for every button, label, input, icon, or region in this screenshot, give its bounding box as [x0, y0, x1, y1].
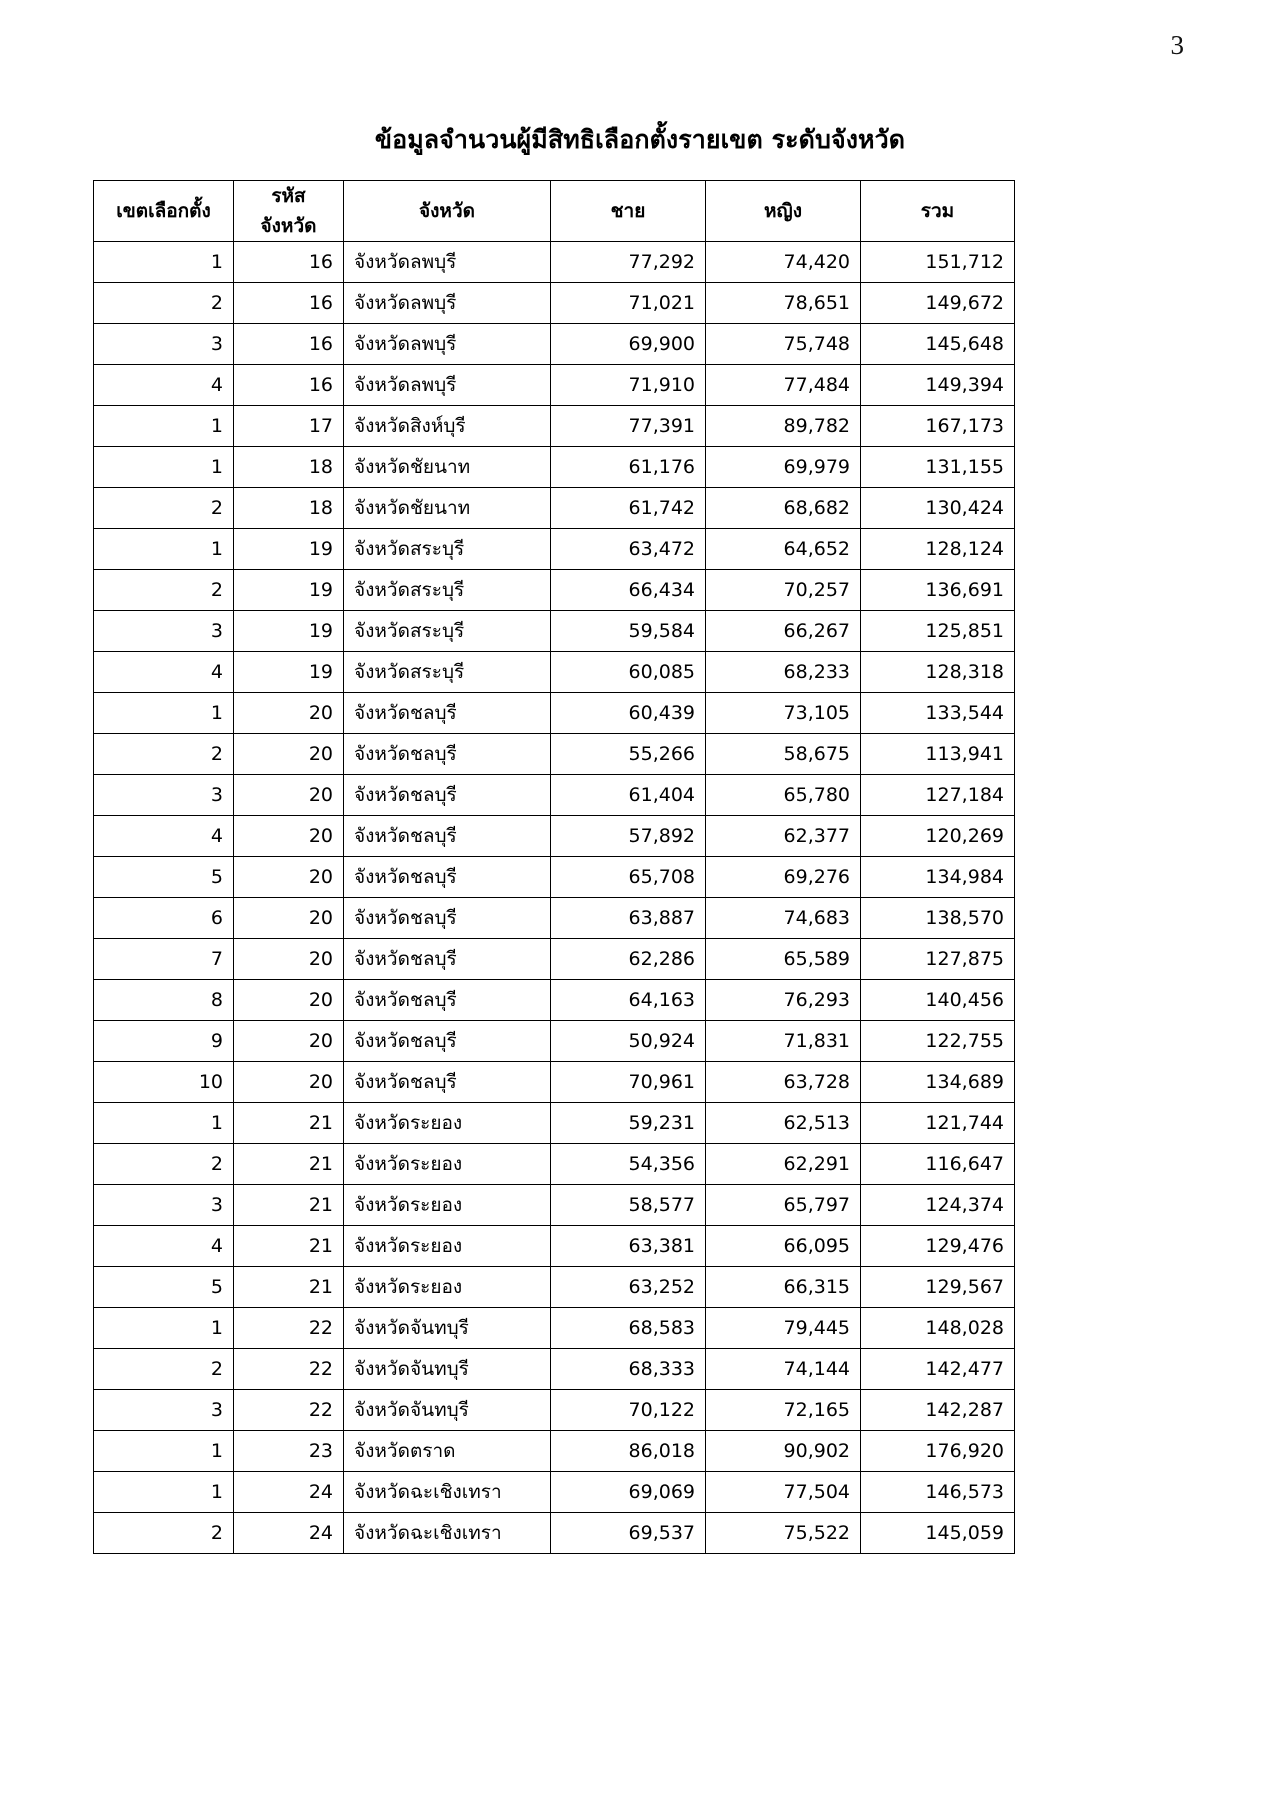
- cell-district: 2: [94, 734, 234, 775]
- cell-female: 78,651: [706, 283, 861, 324]
- cell-female: 89,782: [706, 406, 861, 447]
- table-row: [94, 1062, 1015, 1103]
- cell-district: 1: [94, 529, 234, 570]
- table-row: [94, 365, 1015, 406]
- cell-female: 75,748: [706, 324, 861, 365]
- cell-province: จังหวัดสระบุรี: [344, 529, 551, 570]
- cell-total: 128,124: [861, 529, 1015, 570]
- table-row: [94, 570, 1015, 611]
- cell-female: 66,267: [706, 611, 861, 652]
- table-row: [94, 652, 1015, 693]
- cell-district: 2: [94, 1144, 234, 1185]
- cell-female: 63,728: [706, 1062, 861, 1103]
- cell-male: 61,742: [551, 488, 706, 529]
- cell-province-code: 19: [234, 529, 344, 570]
- cell-total: 134,984: [861, 857, 1015, 898]
- cell-province: จังหวัดชลบุรี: [344, 816, 551, 857]
- table-header-row: [94, 181, 1015, 242]
- cell-district: 10: [94, 1062, 234, 1103]
- table-row: [94, 1308, 1015, 1349]
- cell-district: 5: [94, 1267, 234, 1308]
- cell-district: 4: [94, 652, 234, 693]
- cell-male: 54,356: [551, 1144, 706, 1185]
- cell-province-code: 20: [234, 816, 344, 857]
- cell-female: 66,095: [706, 1226, 861, 1267]
- table-row: [94, 980, 1015, 1021]
- cell-district: 1: [94, 242, 234, 283]
- cell-province: จังหวัดตราด: [344, 1431, 551, 1472]
- cell-district: 9: [94, 1021, 234, 1062]
- cell-total: 129,567: [861, 1267, 1015, 1308]
- cell-province: จังหวัดชลบุรี: [344, 693, 551, 734]
- table-row: [94, 693, 1015, 734]
- cell-female: 77,484: [706, 365, 861, 406]
- cell-total: 142,287: [861, 1390, 1015, 1431]
- cell-province: จังหวัดชัยนาท: [344, 447, 551, 488]
- cell-male: 58,577: [551, 1185, 706, 1226]
- cell-total: 124,374: [861, 1185, 1015, 1226]
- cell-district: 7: [94, 939, 234, 980]
- cell-province-code: 20: [234, 939, 344, 980]
- cell-male: 71,910: [551, 365, 706, 406]
- cell-total: 142,477: [861, 1349, 1015, 1390]
- column-header-province-code: รหัสจังหวัด: [234, 181, 344, 242]
- table-row: [94, 1513, 1015, 1554]
- cell-male: 61,176: [551, 447, 706, 488]
- cell-female: 70,257: [706, 570, 861, 611]
- cell-total: 129,476: [861, 1226, 1015, 1267]
- cell-male: 66,434: [551, 570, 706, 611]
- cell-province-code: 20: [234, 1021, 344, 1062]
- cell-female: 74,683: [706, 898, 861, 939]
- cell-male: 59,584: [551, 611, 706, 652]
- cell-female: 64,652: [706, 529, 861, 570]
- cell-female: 62,377: [706, 816, 861, 857]
- cell-male: 63,381: [551, 1226, 706, 1267]
- table-row: [94, 324, 1015, 365]
- cell-district: 1: [94, 406, 234, 447]
- cell-total: 116,647: [861, 1144, 1015, 1185]
- cell-province: จังหวัดฉะเชิงเทรา: [344, 1472, 551, 1513]
- cell-province: จังหวัดสระบุรี: [344, 652, 551, 693]
- voter-statistics-table: [93, 180, 1015, 1554]
- cell-district: 3: [94, 324, 234, 365]
- cell-male: 65,708: [551, 857, 706, 898]
- table-row: [94, 1390, 1015, 1431]
- cell-province-code: 16: [234, 324, 344, 365]
- cell-province-code: 20: [234, 980, 344, 1021]
- cell-province-code: 21: [234, 1267, 344, 1308]
- cell-total: 149,394: [861, 365, 1015, 406]
- table-row: [94, 1431, 1015, 1472]
- cell-male: 69,069: [551, 1472, 706, 1513]
- cell-district: 2: [94, 1513, 234, 1554]
- cell-male: 55,266: [551, 734, 706, 775]
- cell-male: 70,122: [551, 1390, 706, 1431]
- cell-total: 130,424: [861, 488, 1015, 529]
- table-row: [94, 816, 1015, 857]
- cell-total: 140,456: [861, 980, 1015, 1021]
- cell-total: 131,155: [861, 447, 1015, 488]
- cell-province-code: 18: [234, 447, 344, 488]
- cell-total: 136,691: [861, 570, 1015, 611]
- table-row: [94, 447, 1015, 488]
- cell-male: 68,333: [551, 1349, 706, 1390]
- cell-district: 1: [94, 1308, 234, 1349]
- cell-province: จังหวัดระยอง: [344, 1103, 551, 1144]
- cell-province: จังหวัดลพบุรี: [344, 283, 551, 324]
- cell-province: จังหวัดชลบุรี: [344, 980, 551, 1021]
- cell-district: 3: [94, 775, 234, 816]
- cell-province-code: 18: [234, 488, 344, 529]
- cell-province: จังหวัดชลบุรี: [344, 775, 551, 816]
- table-row: [94, 1103, 1015, 1144]
- cell-province-code: 22: [234, 1390, 344, 1431]
- table-row: [94, 1267, 1015, 1308]
- cell-province: จังหวัดสระบุรี: [344, 611, 551, 652]
- table-row: [94, 775, 1015, 816]
- cell-province: จังหวัดลพบุรี: [344, 324, 551, 365]
- cell-male: 86,018: [551, 1431, 706, 1472]
- cell-male: 61,404: [551, 775, 706, 816]
- cell-province-code: 19: [234, 570, 344, 611]
- cell-female: 69,276: [706, 857, 861, 898]
- cell-total: 146,573: [861, 1472, 1015, 1513]
- cell-province-code: 23: [234, 1431, 344, 1472]
- cell-total: 134,689: [861, 1062, 1015, 1103]
- cell-province-code: 20: [234, 898, 344, 939]
- table-row: [94, 283, 1015, 324]
- cell-province-code: 20: [234, 857, 344, 898]
- cell-province-code: 20: [234, 734, 344, 775]
- table-row: [94, 406, 1015, 447]
- cell-district: 1: [94, 1431, 234, 1472]
- cell-province: จังหวัดระยอง: [344, 1267, 551, 1308]
- cell-province: จังหวัดชลบุรี: [344, 1021, 551, 1062]
- cell-female: 65,589: [706, 939, 861, 980]
- cell-province: จังหวัดสระบุรี: [344, 570, 551, 611]
- cell-total: 120,269: [861, 816, 1015, 857]
- cell-province-code: 20: [234, 775, 344, 816]
- cell-province: จังหวัดชลบุรี: [344, 939, 551, 980]
- cell-female: 66,315: [706, 1267, 861, 1308]
- table-row: [94, 939, 1015, 980]
- cell-total: 125,851: [861, 611, 1015, 652]
- table-row: [94, 1226, 1015, 1267]
- column-header-total: รวม: [861, 181, 1015, 242]
- cell-district: 2: [94, 488, 234, 529]
- cell-female: 74,420: [706, 242, 861, 283]
- table-header: [94, 181, 1015, 242]
- cell-district: 8: [94, 980, 234, 1021]
- cell-total: 167,173: [861, 406, 1015, 447]
- cell-province: จังหวัดชลบุรี: [344, 1062, 551, 1103]
- cell-province-code: 24: [234, 1472, 344, 1513]
- table-body: [94, 242, 1015, 1554]
- cell-total: 121,744: [861, 1103, 1015, 1144]
- cell-female: 73,105: [706, 693, 861, 734]
- cell-male: 57,892: [551, 816, 706, 857]
- cell-province-code: 16: [234, 283, 344, 324]
- cell-province: จังหวัดระยอง: [344, 1185, 551, 1226]
- cell-province: จังหวัดชลบุรี: [344, 734, 551, 775]
- cell-total: 113,941: [861, 734, 1015, 775]
- cell-total: 138,570: [861, 898, 1015, 939]
- cell-total: 149,672: [861, 283, 1015, 324]
- cell-district: 1: [94, 1472, 234, 1513]
- cell-province-code: 24: [234, 1513, 344, 1554]
- cell-female: 68,682: [706, 488, 861, 529]
- cell-male: 77,292: [551, 242, 706, 283]
- cell-female: 65,797: [706, 1185, 861, 1226]
- cell-female: 74,144: [706, 1349, 861, 1390]
- voter-statistics-table-container: [93, 180, 1014, 1554]
- cell-district: 2: [94, 1349, 234, 1390]
- cell-female: 58,675: [706, 734, 861, 775]
- cell-province: จังหวัดจันทบุรี: [344, 1308, 551, 1349]
- cell-total: 133,544: [861, 693, 1015, 734]
- cell-male: 77,391: [551, 406, 706, 447]
- cell-district: 4: [94, 365, 234, 406]
- cell-total: 127,875: [861, 939, 1015, 980]
- page-number: 3: [1170, 30, 1184, 60]
- table-row: [94, 611, 1015, 652]
- cell-female: 75,522: [706, 1513, 861, 1554]
- cell-male: 69,900: [551, 324, 706, 365]
- cell-male: 59,231: [551, 1103, 706, 1144]
- cell-province: จังหวัดจันทบุรี: [344, 1390, 551, 1431]
- cell-province-code: 19: [234, 652, 344, 693]
- cell-male: 63,472: [551, 529, 706, 570]
- cell-male: 60,439: [551, 693, 706, 734]
- cell-province-code: 16: [234, 365, 344, 406]
- cell-district: 6: [94, 898, 234, 939]
- cell-province-code: 19: [234, 611, 344, 652]
- cell-province: จังหวัดชลบุรี: [344, 898, 551, 939]
- cell-total: 148,028: [861, 1308, 1015, 1349]
- cell-female: 72,165: [706, 1390, 861, 1431]
- cell-male: 60,085: [551, 652, 706, 693]
- column-header-female: หญิง: [706, 181, 861, 242]
- cell-female: 65,780: [706, 775, 861, 816]
- table-row: [94, 1021, 1015, 1062]
- cell-province-code: 21: [234, 1103, 344, 1144]
- cell-district: 3: [94, 1390, 234, 1431]
- cell-province-code: 21: [234, 1226, 344, 1267]
- cell-male: 64,163: [551, 980, 706, 1021]
- table-row: [94, 857, 1015, 898]
- cell-district: 1: [94, 447, 234, 488]
- cell-province: จังหวัดชลบุรี: [344, 857, 551, 898]
- table-row: [94, 1349, 1015, 1390]
- cell-province: จังหวัดระยอง: [344, 1226, 551, 1267]
- cell-total: 145,059: [861, 1513, 1015, 1554]
- cell-province: จังหวัดชัยนาท: [344, 488, 551, 529]
- cell-male: 62,286: [551, 939, 706, 980]
- column-header-district: เขตเลือกตั้ง: [94, 181, 234, 242]
- cell-total: 145,648: [861, 324, 1015, 365]
- cell-district: 1: [94, 1103, 234, 1144]
- cell-female: 68,233: [706, 652, 861, 693]
- cell-district: 4: [94, 816, 234, 857]
- cell-male: 71,021: [551, 283, 706, 324]
- cell-female: 79,445: [706, 1308, 861, 1349]
- cell-province: จังหวัดลพบุรี: [344, 242, 551, 283]
- column-header-male: ชาย: [551, 181, 706, 242]
- cell-total: 127,184: [861, 775, 1015, 816]
- cell-female: 77,504: [706, 1472, 861, 1513]
- cell-province: จังหวัดลพบุรี: [344, 365, 551, 406]
- cell-province: จังหวัดระยอง: [344, 1144, 551, 1185]
- cell-province: จังหวัดสิงห์บุรี: [344, 406, 551, 447]
- cell-total: 176,920: [861, 1431, 1015, 1472]
- cell-female: 71,831: [706, 1021, 861, 1062]
- table-row: [94, 734, 1015, 775]
- page-title: ข้อมูลจำนวนผู้มีสิทธิเลือกตั้งรายเขต ระดับจังหวัด: [374, 124, 906, 154]
- cell-total: 122,755: [861, 1021, 1015, 1062]
- cell-female: 69,979: [706, 447, 861, 488]
- cell-province-code: 21: [234, 1144, 344, 1185]
- cell-district: 5: [94, 857, 234, 898]
- table-row: [94, 1185, 1015, 1226]
- cell-province-code: 22: [234, 1349, 344, 1390]
- cell-district: 4: [94, 1226, 234, 1267]
- cell-district: 2: [94, 283, 234, 324]
- cell-male: 63,252: [551, 1267, 706, 1308]
- column-header-province: จังหวัด: [344, 181, 551, 242]
- cell-total: 128,318: [861, 652, 1015, 693]
- cell-province-code: 20: [234, 693, 344, 734]
- cell-district: 3: [94, 1185, 234, 1226]
- table-row: [94, 242, 1015, 283]
- cell-province-code: 20: [234, 1062, 344, 1103]
- cell-district: 3: [94, 611, 234, 652]
- cell-province: จังหวัดฉะเชิงเทรา: [344, 1513, 551, 1554]
- cell-province-code: 17: [234, 406, 344, 447]
- cell-district: 1: [94, 693, 234, 734]
- cell-male: 68,583: [551, 1308, 706, 1349]
- cell-province-code: 16: [234, 242, 344, 283]
- cell-province: จังหวัดจันทบุรี: [344, 1349, 551, 1390]
- cell-female: 62,291: [706, 1144, 861, 1185]
- cell-district: 2: [94, 570, 234, 611]
- table-row: [94, 488, 1015, 529]
- cell-province-code: 21: [234, 1185, 344, 1226]
- cell-male: 69,537: [551, 1513, 706, 1554]
- cell-female: 90,902: [706, 1431, 861, 1472]
- cell-female: 76,293: [706, 980, 861, 1021]
- cell-total: 151,712: [861, 242, 1015, 283]
- table-row: [94, 1144, 1015, 1185]
- cell-male: 50,924: [551, 1021, 706, 1062]
- table-row: [94, 1472, 1015, 1513]
- cell-male: 70,961: [551, 1062, 706, 1103]
- table-row: [94, 529, 1015, 570]
- cell-male: 63,887: [551, 898, 706, 939]
- cell-female: 62,513: [706, 1103, 861, 1144]
- table-row: [94, 898, 1015, 939]
- cell-province-code: 22: [234, 1308, 344, 1349]
